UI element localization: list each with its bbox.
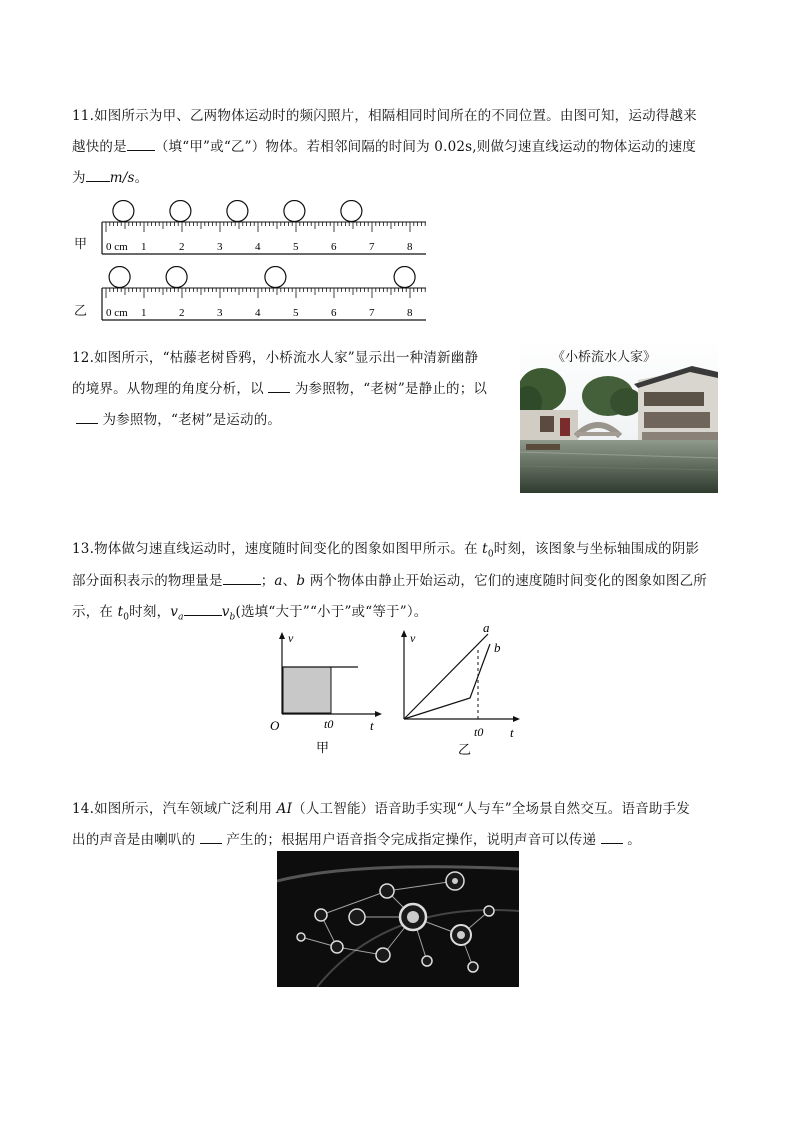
ruler-jia-ball bbox=[227, 201, 248, 222]
ruler-yi-ball bbox=[265, 267, 286, 288]
ruler-label-jia: 甲 bbox=[74, 237, 88, 252]
q11-line3 bbox=[72, 166, 148, 186]
graph-yi-y-arrow bbox=[401, 630, 407, 637]
ruler-yi-ball bbox=[109, 267, 130, 288]
q12-line2 bbox=[72, 377, 487, 397]
ruler-yi bbox=[96, 266, 436, 326]
q13-text1a: 13.物体做匀速直线运动时，速度随时间变化的图象如图甲所示。在 bbox=[72, 541, 483, 557]
q13-va: v bbox=[170, 604, 179, 620]
bridge-photo bbox=[520, 340, 718, 493]
ruler-jia-tick-label: 6 bbox=[331, 241, 337, 253]
q13-vb: v bbox=[221, 604, 230, 620]
q13-text3c: (选填“大于”“小于”或“等于”）。 bbox=[235, 604, 428, 620]
ruler-jia-ball bbox=[170, 201, 191, 222]
q13-t0-var2: t bbox=[117, 604, 124, 620]
q14-answer-blank-1[interactable] bbox=[200, 831, 222, 844]
q14-line1 bbox=[72, 797, 690, 817]
q14-text1b: （人工智能）语音助手实现“人与车”全场景自然交互。语音助手发 bbox=[292, 801, 690, 817]
q13-va-sub: a bbox=[178, 612, 184, 623]
ruler-jia-tick-label: 4 bbox=[255, 241, 261, 253]
ruler-yi-tick-label: 8 bbox=[407, 307, 413, 319]
graph-yi-caption: 乙 bbox=[458, 742, 472, 757]
q11-unit: m/s bbox=[109, 170, 135, 186]
q12-text1: 12.如图所示，“枯藤老树昏鸦，小桥流水人家”显示出一种清新幽静 bbox=[72, 350, 479, 366]
graph-yi-x-arrow bbox=[513, 716, 520, 722]
ruler-jia-tick-label: 7 bbox=[369, 241, 375, 253]
ruler-yi-tick-label: 6 bbox=[331, 307, 337, 319]
ruler-jia-ball bbox=[341, 201, 362, 222]
ruler-yi-tick-label: 3 bbox=[217, 307, 223, 319]
graph-jia-shaded-area bbox=[283, 667, 331, 713]
graph-yi-label-a: a bbox=[483, 622, 490, 635]
graph-jia-origin: O bbox=[270, 718, 280, 733]
ruler-yi-body bbox=[102, 288, 426, 320]
q13-text2a: 部分面积表示的物理量是 bbox=[72, 573, 223, 589]
q13-t0-var: t bbox=[482, 541, 488, 557]
graph-jia-caption: 甲 bbox=[316, 740, 330, 755]
q13-answer-blank-2[interactable] bbox=[184, 603, 222, 616]
ruler-jia-tick-label: 1 bbox=[141, 241, 147, 253]
ruler-yi-tick-label: 2 bbox=[179, 307, 185, 319]
q13-line1 bbox=[72, 537, 699, 560]
q13-text3a: 示，在 bbox=[72, 604, 118, 620]
q14-text2c: 。 bbox=[627, 832, 641, 848]
q14-line2 bbox=[72, 828, 641, 848]
q12-text2b: 为参照物，“老树”是静止的；以 bbox=[294, 381, 488, 397]
q13-t0-sub: 0 bbox=[487, 549, 494, 560]
q12-line1 bbox=[72, 346, 478, 366]
q14-text1a: 14.如图所示，汽车领域广泛利用 bbox=[72, 801, 277, 817]
ruler-jia-tick-label: 5 bbox=[293, 241, 299, 253]
q13-text3b: 时刻， bbox=[129, 604, 171, 620]
ruler-yi-tick-label: 7 bbox=[369, 307, 375, 319]
q13-var-b: b bbox=[296, 573, 306, 589]
graph-yi-line-b bbox=[404, 644, 490, 719]
graph-jia bbox=[262, 628, 392, 758]
ruler-jia-tick-label: 0 cm bbox=[106, 241, 128, 253]
car-ai-photo-image bbox=[277, 851, 519, 987]
ruler-jia-tick-label: 3 bbox=[217, 241, 223, 253]
graph-jia-y-arrow bbox=[279, 632, 285, 639]
graph-yi-ylabel: v bbox=[410, 631, 416, 645]
q11-answer-blank-2[interactable] bbox=[86, 169, 110, 182]
ruler-jia-ball bbox=[284, 201, 305, 222]
graph-yi-xlabel: t bbox=[510, 725, 514, 740]
graph-jia-t0: t0 bbox=[324, 717, 334, 731]
q13-line3 bbox=[72, 600, 428, 623]
q11-text1: 11.如图所示为甲、乙两物体运动时的频闪照片，相隔相同时间所在的不同位置。由图可知，运动得越来 bbox=[72, 108, 697, 124]
q11-text3c: 。 bbox=[134, 170, 149, 186]
q11-text2a: 越快的是 bbox=[72, 139, 127, 155]
ruler-yi-ball bbox=[166, 267, 187, 288]
q13-text2b: ； bbox=[260, 573, 275, 589]
q13-vb-sub: b bbox=[229, 612, 236, 623]
q11-text2b: （填“甲”或“乙”）物体。若相邻间隔的时间为 0.02s,则做匀速直线运动的物体运动的速度 bbox=[154, 139, 696, 155]
q11-text3a: 为 bbox=[72, 170, 86, 186]
q14-text2b: 产生的；根据用户语音指令完成指定操作，说明声音可以传递 bbox=[226, 832, 597, 848]
ruler-yi-tick-label: 5 bbox=[293, 307, 299, 319]
q13-t0-sub2: 0 bbox=[123, 612, 130, 623]
q13-answer-blank-1[interactable] bbox=[223, 572, 261, 585]
ruler-jia-body bbox=[102, 222, 426, 254]
q11-answer-blank-1[interactable] bbox=[127, 138, 155, 151]
q13-text2d: 、 bbox=[282, 573, 297, 589]
graph-jia-ylabel: v bbox=[288, 631, 294, 645]
q11-line2 bbox=[72, 135, 696, 155]
ruler-yi-tick-label: 4 bbox=[255, 307, 261, 319]
q13-text1b: 时刻，该图象与坐标轴围成的阴影 bbox=[493, 541, 700, 557]
graph-jia-x-arrow bbox=[375, 711, 382, 717]
graph-jia-xlabel: t bbox=[370, 718, 374, 733]
photo-caption: 《小桥流水人家》 bbox=[552, 350, 657, 365]
ruler-jia-ball bbox=[113, 201, 134, 222]
ruler-yi-tick-label: 0 cm bbox=[106, 307, 128, 319]
q12-line3 bbox=[72, 408, 281, 428]
q14-answer-blank-2[interactable] bbox=[601, 831, 623, 844]
ruler-jia-tick-label: 8 bbox=[407, 241, 413, 253]
q13-text2f: 两个物体由静止开始运动，它们的速度随时间变化的图象如图乙所 bbox=[305, 573, 707, 589]
ruler-yi-ball bbox=[394, 267, 415, 288]
q12-answer-blank-2[interactable] bbox=[76, 411, 98, 424]
car-ai-photo bbox=[277, 851, 519, 987]
q12-answer-blank-1[interactable] bbox=[268, 380, 290, 393]
q12-text3b: 为参照物，“老树”是运动的。 bbox=[102, 412, 282, 428]
q12-text2a: 的境界。从物理的角度分析，以 bbox=[72, 381, 264, 397]
ruler-label-yi: 乙 bbox=[74, 304, 88, 319]
ruler-jia bbox=[96, 200, 436, 260]
q14-ai: AI bbox=[276, 801, 293, 817]
q13-var-a: a bbox=[274, 573, 283, 589]
graph-yi bbox=[390, 622, 535, 762]
ruler-yi-tick-label: 1 bbox=[141, 307, 147, 319]
q14-text2a: 出的声音是由喇叭的 bbox=[72, 832, 196, 848]
graph-yi-label-b: b bbox=[494, 640, 501, 655]
graph-yi-t0: t0 bbox=[474, 725, 484, 739]
ruler-jia-tick-label: 2 bbox=[179, 241, 185, 253]
q13-line2 bbox=[72, 569, 707, 589]
q11-line1 bbox=[72, 104, 697, 124]
